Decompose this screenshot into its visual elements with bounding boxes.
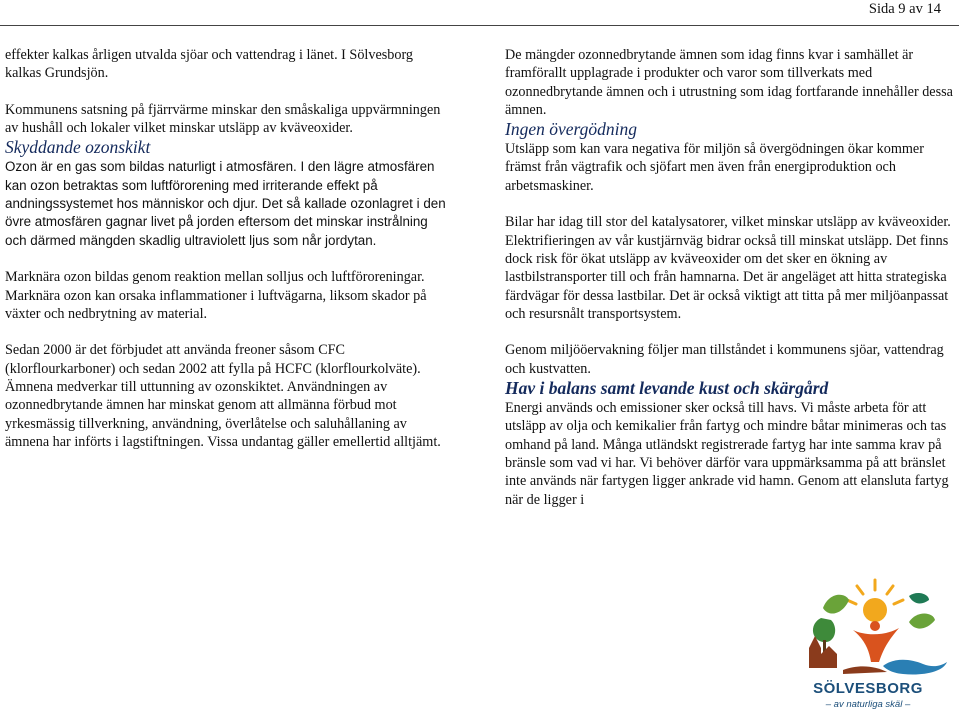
right-column [505,46,957,509]
paragraph-emission-sources: Utsläpp som kan vara negativa för miljön så övergödningen ökar kommer främst från vägtrafik och sjöfart men även från energiproduktion och arbetsmaskiner. [505,141,924,194]
heading-sea-balance: Hav i balans samt levande kust och skärgård [505,378,829,399]
paragraph-catalysts: Bilar har idag till stor del katalysatorer, vilket minskar utsläpp av kväveoxider. Elektrifieringen av vår kustjärnväg bidrar också till minskat utsläpp. Det finns dock risk för ökat utsläpp av kväveoxider om det sker en ökning av lastbilstransporter till och från hamnarna. Det är angeläget att hitta strategiska färdvägar för dessa lastbilar. Det är också viktigt att titta på mer miljöanpassat och resursnålt transportsystem. [505,214,951,322]
heading-no-eutrophication: Ingen övergödning [505,119,638,140]
header-rule [0,25,959,26]
paragraph-sea-emissions: Energi används och emissioner sker också till havs. Vi måste arbeta för att utsläpp av olja och kemikalier från fartyg och mindre båtar minimeras och tas omhand på land. Många utländskt registrerade fartyg har inte samma krav på bränsle som vad vi har. Vi behöver därför vara uppmärksamma på att bränslet inte används när fartygen ligger ankrade vid hamn. Genom att elansluta fartyg när de ligger i [505,400,949,508]
heading-ozone-layer: Skyddande ozonskikt [5,137,151,158]
solvesborg-logo [783,578,953,714]
leaf-icon [823,595,849,614]
solvesborg-logo-emblem [783,578,953,678]
logo-wordmark: SÖLVESBORG [813,680,923,697]
page-number: Sida 9 av 14 [868,1,941,17]
paragraph-monitoring: Genom miljööervakning följer man tillståndet i kommunens sjöar, vattendrag och kustvatten. [505,342,944,377]
left-column [5,46,452,451]
paragraph-district-heating: Kommunens satsning på fjärrvärme minskar den småskaliga uppvärmningen av hushåll och lokaler vilket minskar utsläpp av kväveoxider. [5,101,441,137]
sea-icon [883,660,947,675]
paragraph-liming: effekter kalkas årligen utvalda sjöar och vattendrag i länet. I Sölvesborg kalkas Grundsjön. [5,47,414,82]
logo-tagline: – av naturliga skäl – [825,699,911,710]
paragraph-ozone-intro: Ozon är en gas som bildas naturligt i atmosfären. I den lägre atmosfären kan ozon betraktas som luftförorening med irriterande effekt på andningssystemet hos människor och djur. Det så kallade ozonlagret i den övre atmosfären gagnar livet på jorden eftersom det minskar instrålning och därmed mängden skadlig ultraviolett ljus som når jordytan. [5,159,446,248]
paragraph-freon-ban: Sedan 2000 är det förbjudet att använda freoner såsom CFC (klorflourkarboner) och sedan 2002 att fylla på HCFC (klorflourkolväte). Ämnena medverkar till uttunning av ozonskiktet. Användningen av ozonnedbrytande ämnen har minskat genom att allmänna förbud mot yrkesmässig tillverkning, användning, överlåtelse och saluhållaning av ämnena har införts i lagstiftningen. Vissa undantag gäller emellertid alltjämt. [5,342,441,450]
paragraph-ground-ozone: Marknära ozon bildas genom reaktion mellan solljus och luftföroreningar. Marknära ozon kan orsaka inflammationer i luftvägarna, liksom skador på växter och nedbrytning av material. [5,269,427,322]
paragraph-stored-substances: De mängder ozonnedbrytande ämnen som idag finns kvar i samhället är framförallt upplagrade i produkter och varor som tillverkats med ozonnedbrytande ämnen och i utrustning som idag fortfarande innehåller dessa ämnen. [505,47,953,118]
person-icon [853,621,899,662]
